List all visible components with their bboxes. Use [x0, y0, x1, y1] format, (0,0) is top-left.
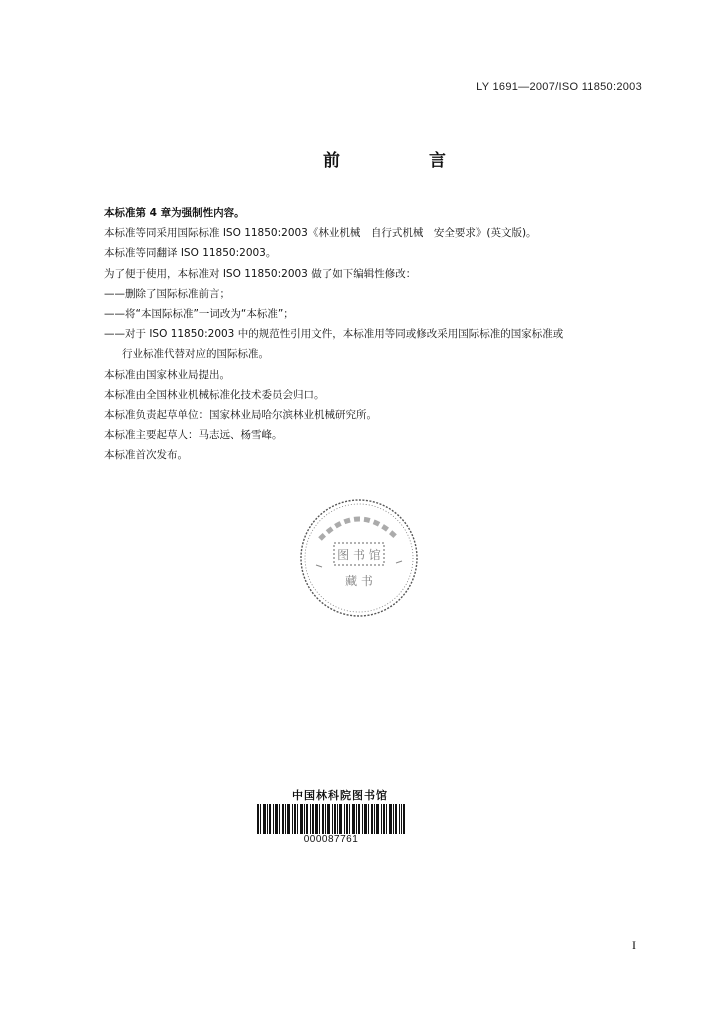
library-label: 中国林科院图书馆 — [292, 789, 388, 802]
svg-text:藏 书: 藏 书 — [345, 574, 373, 588]
body-line: 本标准首次发布。 — [104, 449, 188, 462]
body-line: 本标准负责起草单位：国家林业局哈尔滨林业机械研究所。 — [104, 408, 377, 421]
body-line: ——对于 ISO 11850:2003 中的规范性引用文件，本标准用等同或修改采用国际标准的国家标准或 — [104, 328, 564, 341]
body-text — [104, 203, 649, 465]
body-line: 本标准第 4 章为强制性内容。 — [104, 207, 245, 219]
page-number: I — [632, 938, 636, 952]
barcode-number: 000087761 — [303, 834, 359, 845]
page-header-code: LY 1691—2007/ISO 11850:2003 — [476, 81, 642, 93]
body-line: 本标准主要起草人：马志远、杨雪峰。 — [104, 429, 283, 442]
body-line: 本标准由全国林业机械标准化技术委员会归口。 — [104, 388, 325, 401]
body-line: 行业标准代替对应的国际标准。 — [122, 348, 269, 361]
body-line: 本标准等同翻译 ISO 11850:2003。 — [104, 247, 277, 260]
body-line: 本标准由国家林业局提出。 — [104, 368, 230, 381]
page-title: 前 言 — [323, 151, 482, 171]
body-line: 本标准等同采用国际标准 ISO 11850:2003《林业机械 自行式机械 安全要求》(英文版)。 — [104, 227, 537, 240]
library-stamp — [296, 495, 422, 621]
body-line: ——删除了国际标准前言； — [104, 287, 230, 300]
barcode — [257, 804, 405, 834]
body-line: 为了便于使用，本标准对 ISO 11850:2003 做了如下编辑性修改： — [104, 267, 417, 280]
body-line: ——将“本国际标准”一词改为“本标准”； — [104, 307, 294, 320]
svg-text:图 书 馆: 图 书 馆 — [337, 548, 381, 562]
